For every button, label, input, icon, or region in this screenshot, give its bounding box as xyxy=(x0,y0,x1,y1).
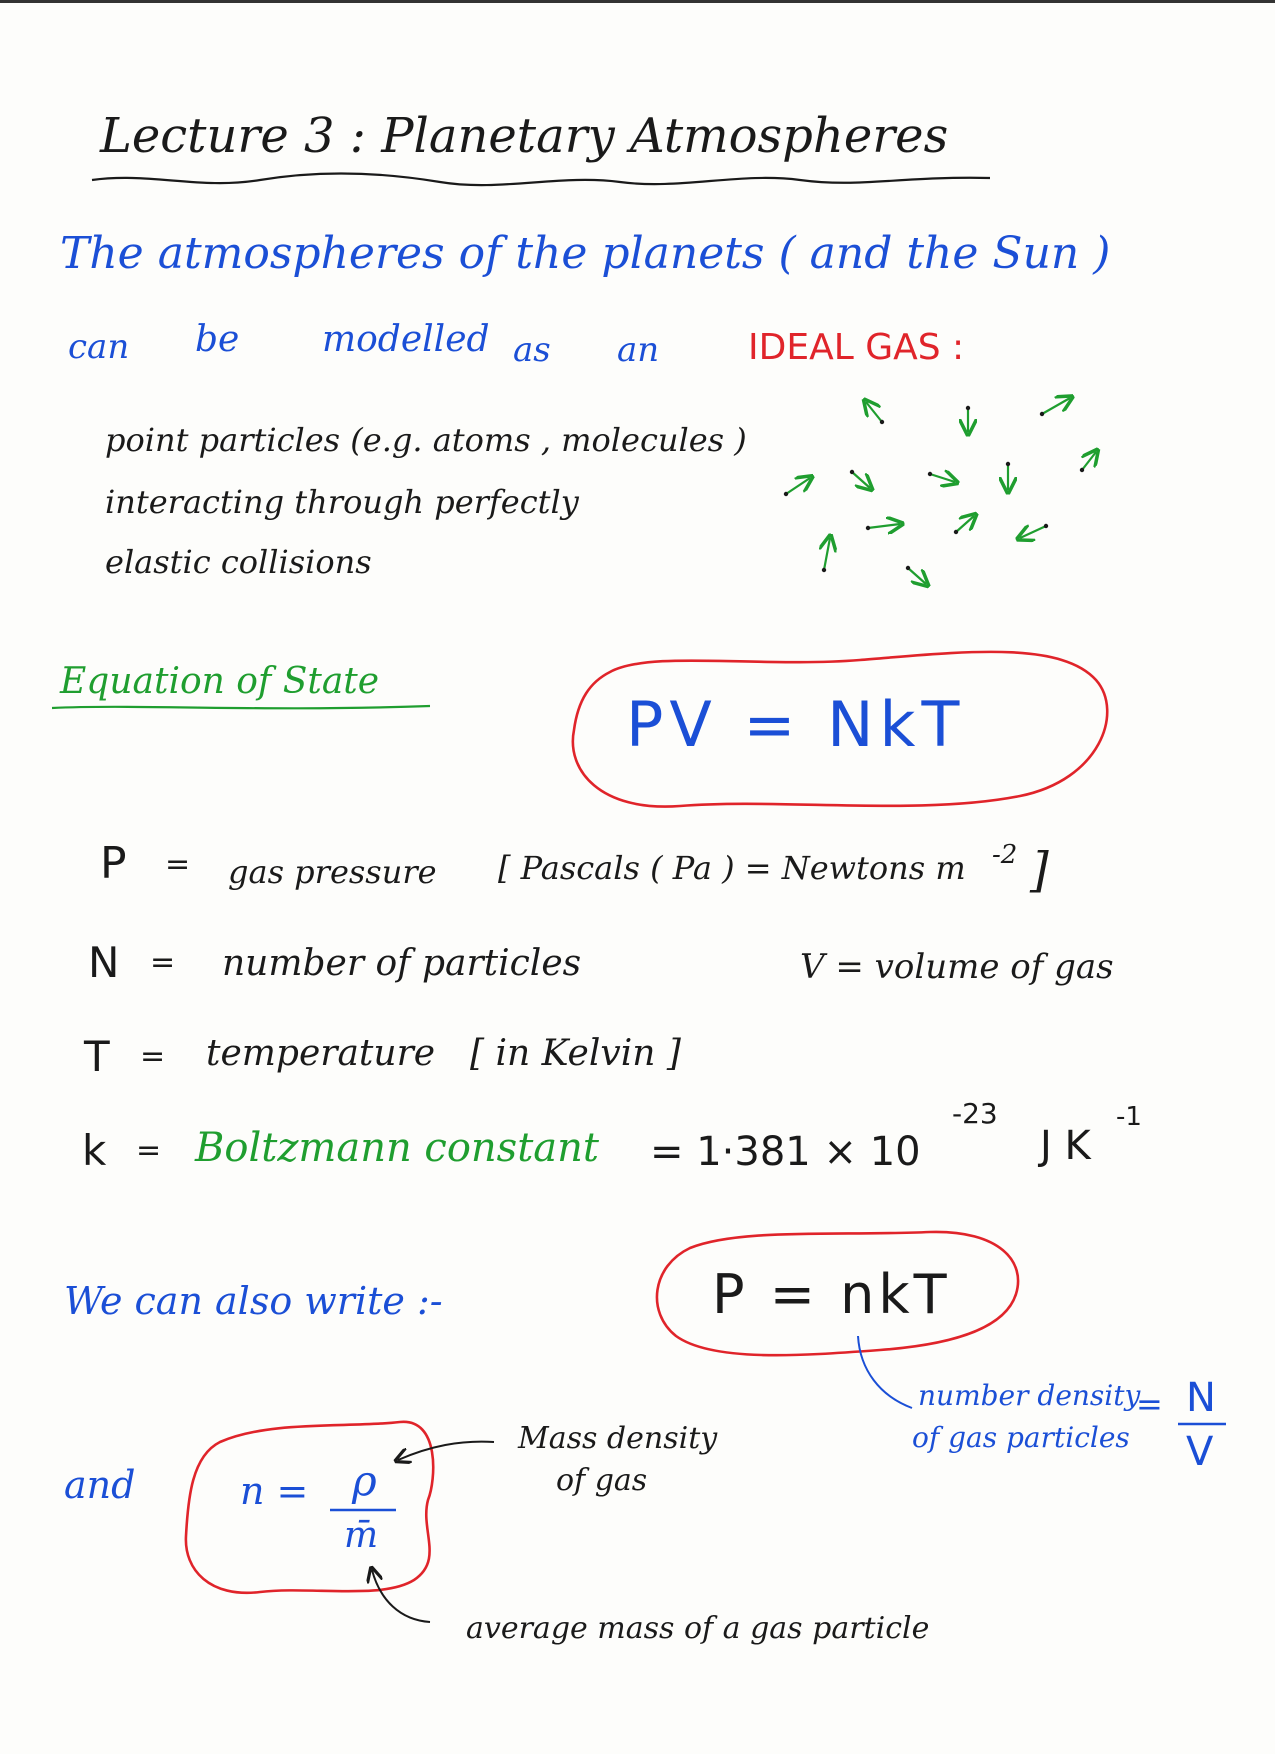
mass-density-arrow xyxy=(398,1442,494,1460)
k-symbol: k xyxy=(82,1126,107,1175)
ideal-gas-label: IDEAL GAS : xyxy=(748,327,965,368)
n-symbol: N xyxy=(88,938,120,987)
intro-line-1: The atmospheres of the planets ( and the Sun ) xyxy=(60,228,1111,279)
intro-as: as xyxy=(513,330,551,370)
number-density-label-2: of gas particles xyxy=(912,1421,1130,1454)
p-nkt-formula: P = nkT xyxy=(712,1263,951,1326)
equation-of-state-label: Equation of State xyxy=(60,661,380,702)
particle-arrow xyxy=(866,402,882,422)
boltzmann-units: J K xyxy=(1040,1123,1091,1169)
average-mass-arrow xyxy=(372,1570,430,1622)
intro-be: be xyxy=(195,319,240,360)
nv-numerator: N xyxy=(1186,1375,1216,1421)
intro-modelled: modelled xyxy=(322,319,490,360)
intro-an: an xyxy=(617,330,660,370)
particle-arrow xyxy=(786,478,810,494)
particle-arrow xyxy=(824,538,830,570)
particle-arrow xyxy=(1082,452,1096,470)
title-underline xyxy=(92,173,990,185)
particle-arrow xyxy=(868,524,900,528)
number-density-equals: = xyxy=(1136,1385,1163,1423)
also-write-label: We can also write :- xyxy=(64,1279,443,1323)
boltzmann-exponent: -23 xyxy=(952,1097,998,1130)
particles-line-1: point particles (e.g. atoms , molecules ) xyxy=(105,421,747,459)
mbar-denominator: m̄ xyxy=(344,1515,379,1556)
t-units: [ in Kelvin ] xyxy=(470,1033,681,1074)
mass-density-label-1: Mass density xyxy=(518,1421,718,1456)
p-equals: = xyxy=(165,847,191,882)
particle-arrow xyxy=(852,472,870,488)
boltzmann-constant-value: = 1·381 × 10 xyxy=(650,1129,921,1175)
average-mass-label: average mass of a gas particle xyxy=(466,1611,930,1646)
n-equals: = xyxy=(150,945,176,980)
n-equation-lhs: n = xyxy=(240,1469,309,1513)
boltzmann-units-exponent: -1 xyxy=(1116,1102,1142,1132)
number-density-label-1: number density xyxy=(918,1379,1141,1412)
mass-density-label-2: of gas xyxy=(556,1463,648,1498)
t-definition: temperature xyxy=(206,1033,436,1074)
t-symbol: T xyxy=(84,1032,110,1081)
v-definition: V = volume of gas xyxy=(800,947,1114,987)
particle-arrow xyxy=(956,516,974,532)
intro-can: can xyxy=(68,327,130,367)
particles-line-2: interacting through perfectly xyxy=(105,483,579,521)
particle-arrow xyxy=(908,568,926,584)
boltzmann-constant-label: Boltzmann constant xyxy=(195,1125,599,1171)
n-definition: number of particles xyxy=(222,943,582,984)
page-title: Lecture 3 : Planetary Atmospheres xyxy=(100,108,949,164)
k-equals: = xyxy=(136,1133,162,1168)
p-units: [ Pascals ( Pa ) = Newtons m xyxy=(498,849,966,887)
t-equals: = xyxy=(140,1039,166,1074)
particle-arrow xyxy=(930,474,955,482)
eos-underline xyxy=(52,706,430,708)
particles-line-3: elastic collisions xyxy=(105,543,372,581)
n-rho-highlight-loop xyxy=(186,1422,433,1593)
p-definition: gas pressure xyxy=(228,853,437,891)
nv-denominator: V xyxy=(1186,1429,1214,1475)
particle-arrow xyxy=(1020,526,1046,538)
p-symbol: P xyxy=(100,838,127,889)
and-label: and xyxy=(64,1463,136,1507)
rho-numerator: ρ xyxy=(352,1456,377,1505)
pv-nkt-formula: PV = NkT xyxy=(626,688,966,761)
particle-arrow xyxy=(1042,398,1070,414)
p-units-exponent: -2 xyxy=(992,840,1018,870)
p-units-close: ] xyxy=(1030,842,1049,898)
